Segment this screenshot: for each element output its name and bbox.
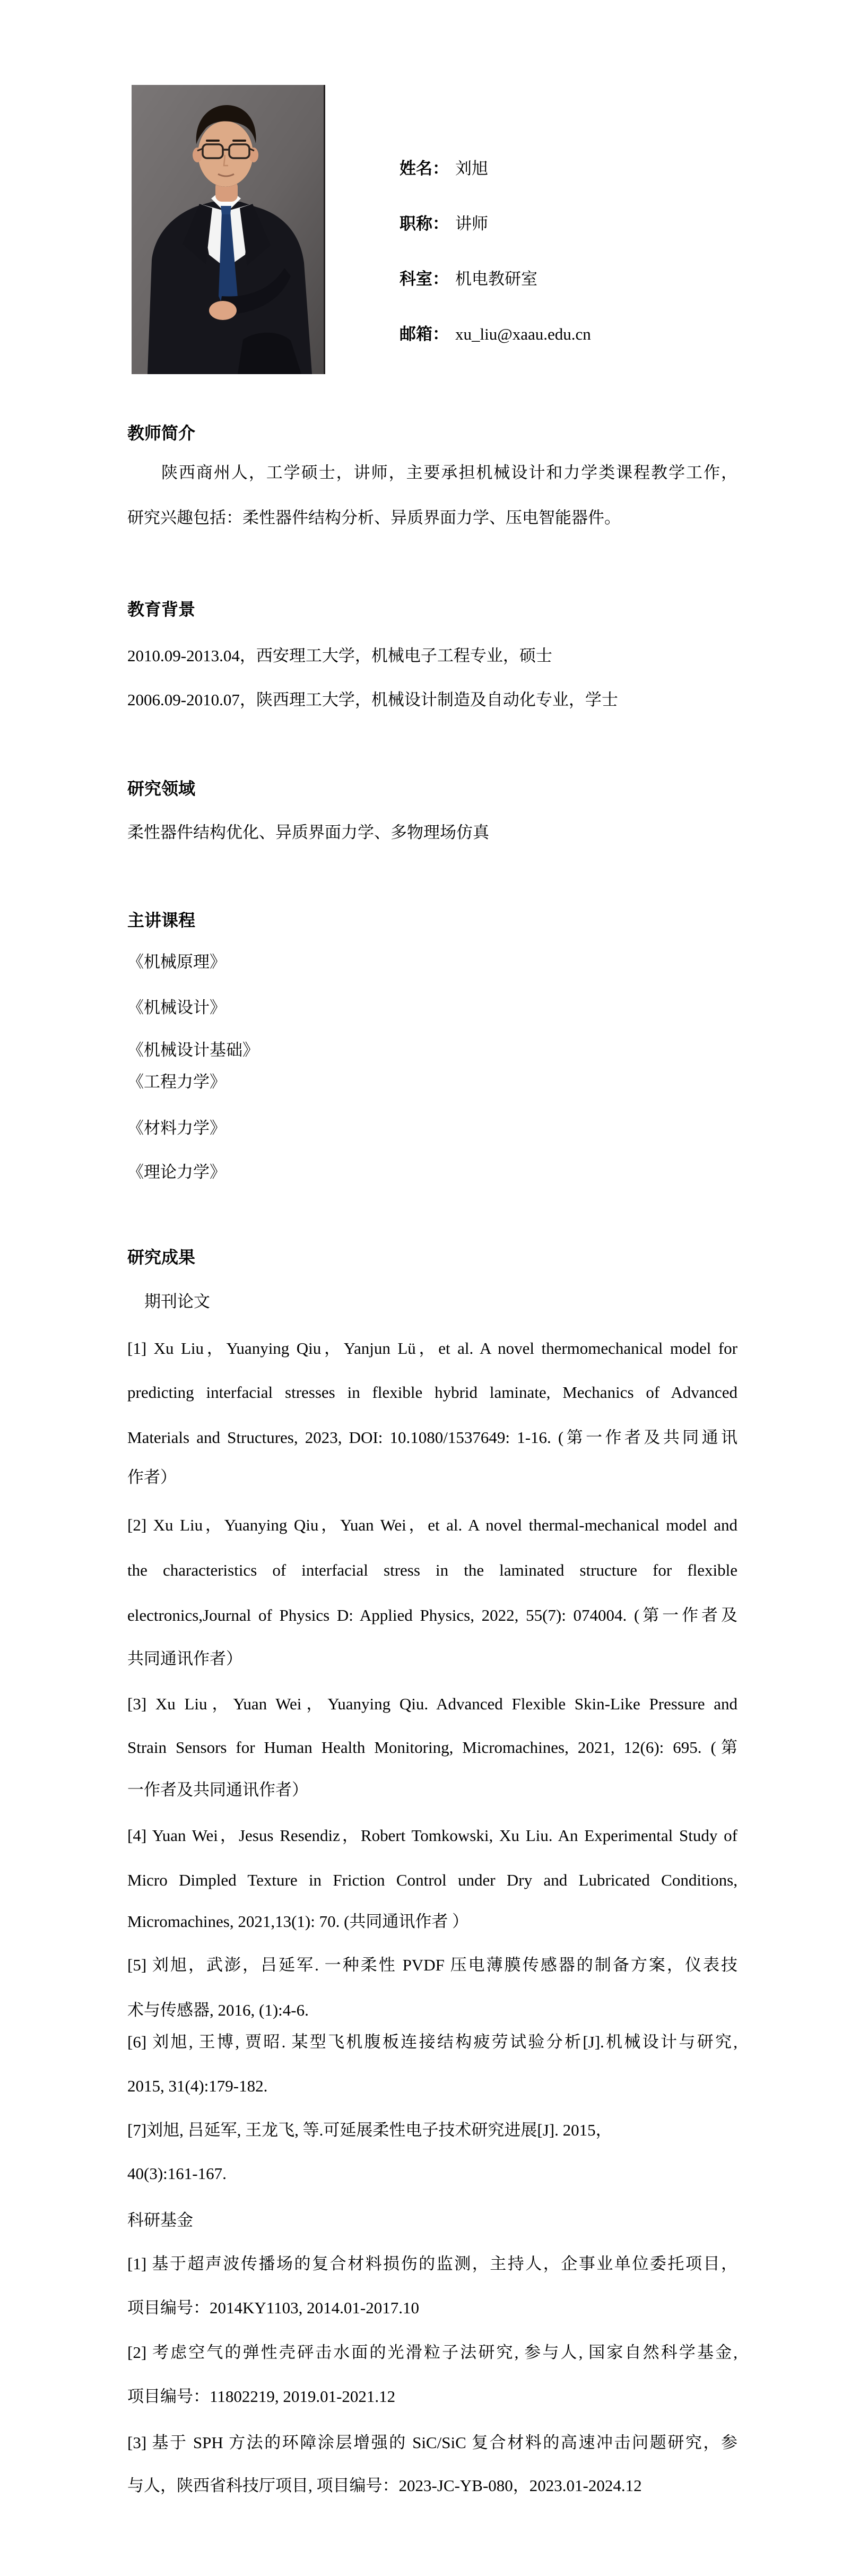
course-item: 《机械原理》 [127,953,226,971]
paper-line: Materials and Structures, 2023, DOI: 10.1080/1537649: 1-16. (第一作者及共同通讯 [127,1428,737,1447]
info-row-department [400,269,537,290]
department-value: 机电教研室 [455,270,537,288]
paper-line: [4] Yuan Wei，Jesus Resendiz，Robert Tomkowski, Xu Liu. An Experimental Study of [127,1826,737,1845]
fund-line: [3] 基于 SPH 方法的环障涂层增强的 SiC/SiC 复合材料的高速冲击问题研究，参 [127,2433,737,2452]
course-item: 《理论力学》 [127,1163,226,1181]
info-row-title [400,213,488,235]
paper-line: 一作者及共同通讯作者） [127,1780,308,1799]
fund-line: 项目编号：2014KY1103, 2014.01-2017.10 [127,2298,419,2317]
education-line: 2010.09-2013.04，西安理工大学，机械电子工程专业，硕士 [127,646,552,665]
course-item: 《机械设计》 [127,998,226,1017]
tie-knot [221,206,231,214]
email-label: 邮箱： [400,325,449,343]
title-label: 职称： [400,214,449,233]
paper-line: Micromachines, 2021,13(1): 70. (共同通讯作者 ） [127,1912,469,1931]
eyebrow-right [232,140,246,142]
paper-line: Strain Sensors for Human Health Monitoring, Micromachines, 2021, 12(6): 695. (第 [127,1738,737,1757]
education-line: 2006.09-2010.07，陕西理工大学，机械设计制造及自动化专业，学士 [127,690,618,709]
paper-line: 2015, 31(4):179-182. [127,2077,268,2095]
paper-line: electronics,Journal of Physics D: Applied Physics, 2022, 55(7): 074004. (第一作者及 [127,1606,737,1624]
research-fields-line: 柔性器件结构优化、异质界面力学、多物理场仿真 [127,823,489,842]
course-item: 《工程力学》 [127,1073,226,1091]
paper-line: 40(3):161-167. [127,2164,227,2183]
name-label: 姓名： [400,159,449,178]
section-heading-intro: 教师简介 [127,423,196,443]
department-label: 科室： [400,270,449,288]
subheading-research-funds: 科研基金 [127,2211,193,2229]
hand-right [209,301,237,320]
title-value: 讲师 [455,214,488,233]
paper-line: [5] 刘旭，武澎，吕延军. 一种柔性 PVDF 压电薄膜传感器的制备方案，仪表技 [127,1956,737,1974]
paper-line: the characteristics of interfacial stress in the laminated structure for flexible [127,1561,737,1579]
paper-line: 共同通讯作者） [127,1649,242,1668]
section-heading-achievements: 研究成果 [127,1248,196,1267]
info-row-email [400,324,591,345]
fund-line: 项目编号：11802219, 2019.01-2021.12 [127,2387,396,2406]
course-item: 《机械设计基础》 [127,1041,259,1059]
paper-line: [2] Xu Liu，Yuanying Qiu，Yuan Wei，et al. A novel thermal-mechanical model and [127,1516,737,1534]
name-value: 刘旭 [455,159,488,178]
section-heading-research-fields: 研究领域 [127,779,196,798]
paper-line: predicting interfacial stresses in flexible hybrid laminate, Mechanics of Advanced [127,1383,737,1402]
paper-line: [7]刘旭, 吕延军, 王龙飞, 等.可延展柔性电子技术研究进展[J]. 2015， [127,2121,612,2139]
paper-line: Micro Dimpled Texture in Friction Control under Dry and Lubricated Conditions, [127,1871,737,1889]
email-value: xu_liu@xaau.edu.cn [455,325,591,343]
profile-photo-illustration [132,85,325,374]
fund-line: 与人，陕西省科技厅项目, 项目编号：2023-JC-YB-080，2023.01-2024.12 [127,2476,642,2495]
section-heading-education: 教育背景 [127,600,196,619]
paper-line: 作者） [127,1468,177,1486]
intro-line: 陕西商州人，工学硕士，讲师，主要承担机械设计和力学类课程教学工作， [161,463,737,482]
course-item: 《材料力学》 [127,1119,226,1137]
fund-line: [2] 考虑空气的弹性壳砰击水面的光滑粒子法研究, 参与人, 国家自然科学基金, [127,2343,737,2362]
fund-line: [1] 基于超声波传播场的复合材料损伤的监测，主持人，企事业单位委托项目， [127,2254,737,2273]
eyebrow-left [206,140,220,142]
subheading-journal-papers: 期刊论文 [144,1292,210,1311]
paper-line: [6] 刘旭, 王博, 贾昭. 某型飞机腹板连接结构疲劳试验分析[J].机械设计与研究, [127,2033,737,2051]
paper-line: [1] Xu Liu，Yuanying Qiu，Yanjun Lü，et al. A novel thermomechanical model for [127,1339,737,1358]
intro-line: 研究兴趣包括：柔性器件结构分析、异质界面力学、压电智能器件。 [127,508,621,527]
photo-edge [324,85,325,374]
paper-line: [3] Xu Liu，Yuan Wei，Yuanying Qiu. Advanced Flexible Skin-Like Pressure and [127,1695,737,1713]
paper-line: 术与传感器, 2016, (1):4-6. [127,2001,309,2019]
profile-photo [132,85,325,374]
info-row-name [400,158,488,179]
section-heading-courses: 主讲课程 [127,911,196,930]
